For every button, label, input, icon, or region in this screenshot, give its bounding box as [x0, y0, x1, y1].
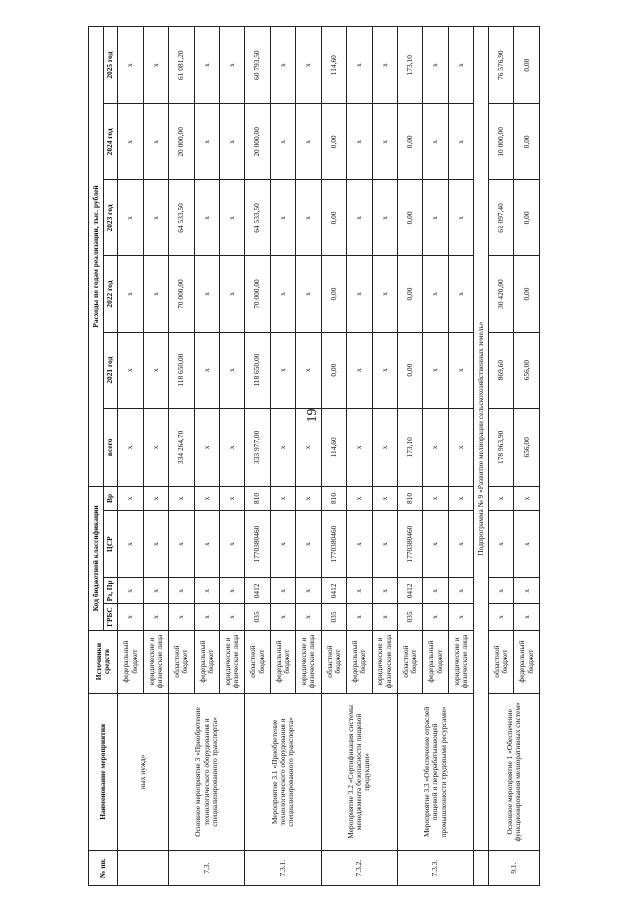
year-2025-cell: x	[296, 27, 321, 104]
year-2024-cell: x	[118, 104, 143, 180]
year-2024-cell: 0,00	[397, 104, 422, 180]
table-row	[245, 27, 270, 886]
grbs-cell: x	[347, 604, 372, 630]
grbs-cell: x	[270, 604, 295, 630]
year-2023-cell: x	[270, 180, 295, 256]
year-2025-cell: x	[448, 27, 473, 104]
vr-cell: 810	[397, 486, 422, 510]
csr-cell: 1770380460	[397, 510, 422, 577]
total-cell: x	[296, 408, 321, 486]
header-vr: Вр	[103, 486, 118, 510]
row-number	[118, 851, 169, 886]
year-2022-cell: 0,00	[397, 256, 422, 332]
year-2023-cell: x	[194, 180, 219, 256]
year-2025-cell: 114,60	[321, 27, 346, 104]
header-year-2025: 2025 год	[103, 27, 118, 104]
rzpr-cell: x	[514, 578, 540, 604]
csr-cell: x	[296, 510, 321, 577]
vr-cell: 810	[245, 486, 270, 510]
grbs-cell: x	[372, 604, 397, 630]
year-2022-cell: x	[296, 256, 321, 332]
year-2024-cell: x	[347, 104, 372, 180]
budget-table	[88, 26, 540, 886]
year-2022-cell: x	[220, 256, 245, 332]
year-2024-cell: x	[296, 104, 321, 180]
year-2021-cell: 118 650,00	[245, 332, 270, 408]
rzpr-cell: 0412	[321, 578, 346, 604]
year-2024-cell: 0,00	[514, 104, 540, 180]
year-2025-cell: 61 081,20	[169, 27, 194, 104]
vr-cell: x	[514, 486, 540, 510]
vr-cell: x	[143, 486, 168, 510]
year-2025-cell: x	[347, 27, 372, 104]
vr-cell: 810	[321, 486, 346, 510]
year-2021-cell: x	[448, 332, 473, 408]
table-row	[488, 27, 513, 886]
total-cell: 334 264,70	[169, 408, 194, 486]
rzpr-cell: x	[448, 578, 473, 604]
table-row	[321, 27, 346, 886]
year-2024-cell: x	[372, 104, 397, 180]
row-number: 7.3.	[169, 851, 245, 886]
csr-cell: x	[372, 510, 397, 577]
funding-source: юридические и физические лица	[448, 630, 473, 693]
csr-cell: x	[118, 510, 143, 577]
year-2025-cell: 0,00	[514, 27, 540, 104]
funding-source: областной бюджет	[321, 630, 346, 693]
year-2024-cell: x	[194, 104, 219, 180]
year-2021-cell: x	[296, 332, 321, 408]
rzpr-cell: x	[143, 578, 168, 604]
total-cell: x	[270, 408, 295, 486]
grbs-cell: 035	[397, 604, 422, 630]
csr-cell: x	[143, 510, 168, 577]
year-2021-cell: x	[270, 332, 295, 408]
year-2021-cell: x	[423, 332, 448, 408]
vr-cell: x	[220, 486, 245, 510]
year-2024-cell: 10 000,00	[488, 104, 513, 180]
csr-cell: x	[423, 510, 448, 577]
rzpr-cell: x	[220, 578, 245, 604]
table-frame	[88, 26, 540, 886]
year-2021-cell: 656,00	[514, 332, 540, 408]
header-grbs: ГРБС	[103, 604, 118, 630]
rotated-table-container	[88, 26, 540, 886]
year-2021-cell: x	[347, 332, 372, 408]
csr-cell: x	[194, 510, 219, 577]
total-cell: 656,00	[514, 408, 540, 486]
year-2023-cell: x	[118, 180, 143, 256]
csr-cell: 1770380460	[321, 510, 346, 577]
total-cell: x	[372, 408, 397, 486]
header-num: № пп.	[89, 851, 118, 886]
measure-name: Мероприятие 3.1 «Приобретение технологического оборудования и специализированного транспорта»	[245, 693, 321, 851]
year-2024-cell: x	[448, 104, 473, 180]
year-2024-cell: x	[270, 104, 295, 180]
grbs-cell: 035	[245, 604, 270, 630]
header-budget-code: Код бюджетной классификации	[89, 486, 104, 630]
measure-name: Основное мероприятие 1 «Обеспечение функционирования мелиоративных систем»	[488, 693, 539, 851]
vr-cell: x	[347, 486, 372, 510]
csr-cell: x	[347, 510, 372, 577]
header-expenses: Расходы по годам реализации, тыс. рублей	[89, 27, 104, 487]
year-2023-cell: 0,00	[514, 180, 540, 256]
vr-cell: x	[194, 486, 219, 510]
csr-cell: x	[448, 510, 473, 577]
grbs-cell: x	[118, 604, 143, 630]
year-2023-cell: 0,00	[321, 180, 346, 256]
rzpr-cell: 0412	[397, 578, 422, 604]
total-cell: 173,10	[397, 408, 422, 486]
header-total: всего	[103, 408, 118, 486]
year-2023-cell: x	[143, 180, 168, 256]
header-sources: Источники средств	[89, 630, 118, 693]
year-2021-cell: 0,00	[321, 332, 346, 408]
rzpr-cell: x	[296, 578, 321, 604]
measure-name: Основное мероприятие 3 «Приобретение технологического оборудования и специализированного транспорта»	[169, 693, 245, 851]
year-2023-cell: x	[448, 180, 473, 256]
year-2025-cell: x	[372, 27, 397, 104]
header-row-1	[89, 27, 104, 886]
header-year-2022: 2022 год	[103, 256, 118, 332]
rzpr-cell: x	[347, 578, 372, 604]
rzpr-cell: x	[488, 578, 513, 604]
rzpr-cell: 0412	[245, 578, 270, 604]
year-2022-cell: 30 420,00	[488, 256, 513, 332]
funding-source: областной бюджет	[397, 630, 422, 693]
year-2025-cell: 76 576,90	[488, 27, 513, 104]
year-2023-cell: x	[220, 180, 245, 256]
funding-source: областной бюджет	[169, 630, 194, 693]
funding-source: федеральный бюджет	[347, 630, 372, 693]
total-cell: x	[423, 408, 448, 486]
funding-source: юридические и физические лица	[220, 630, 245, 693]
total-cell: x	[118, 408, 143, 486]
measure-name: Мероприятие 3.3 «Обеспечение отраслей пищевой и перерабатывающей промышленности трудовыми ресурсами»	[397, 693, 473, 851]
year-2022-cell: x	[347, 256, 372, 332]
csr-cell: x	[514, 510, 540, 577]
year-2025-cell: x	[423, 27, 448, 104]
measure-name: Мероприятие 3.2 «Сертификация системы менеджмента безопасности пищевой продукции»	[321, 693, 397, 851]
year-2022-cell: x	[423, 256, 448, 332]
header-year-2023: 2023 год	[103, 180, 118, 256]
year-2021-cell: x	[118, 332, 143, 408]
year-2021-cell: x	[194, 332, 219, 408]
row-number: 7.3.3.	[397, 851, 473, 886]
year-2021-cell: x	[220, 332, 245, 408]
total-cell: 178 963,90	[488, 408, 513, 486]
header-year-2024: 2024 год	[103, 104, 118, 180]
csr-cell: x	[488, 510, 513, 577]
year-2025-cell: 173,10	[397, 27, 422, 104]
row-number: 7.3.1.	[245, 851, 321, 886]
header-rzpr: Рз, Пр	[103, 578, 118, 604]
year-2023-cell: 0,00	[397, 180, 422, 256]
table-row	[169, 27, 194, 886]
table-row	[397, 27, 422, 886]
grbs-cell: x	[514, 604, 540, 630]
year-2023-cell: 64 533,50	[169, 180, 194, 256]
year-2024-cell: x	[220, 104, 245, 180]
funding-source: федеральный бюджет	[118, 630, 143, 693]
header-csr: ЦСР	[103, 510, 118, 577]
funding-source: федеральный бюджет	[514, 630, 540, 693]
header-year-2021: 2021 год	[103, 332, 118, 408]
funding-source: федеральный бюджет	[270, 630, 295, 693]
vr-cell: x	[448, 486, 473, 510]
vr-cell: x	[372, 486, 397, 510]
csr-cell: 1770380460	[245, 510, 270, 577]
subprogram-title: Подпрограмма № 9 «Развитие мелиорации сельскохозяйственных земель»	[474, 27, 489, 851]
year-2023-cell: x	[423, 180, 448, 256]
year-2021-cell: 118 650,00	[169, 332, 194, 408]
funding-source: областной бюджет	[245, 630, 270, 693]
year-2023-cell: x	[296, 180, 321, 256]
csr-cell: x	[169, 510, 194, 577]
row-number: 7.3.2.	[321, 851, 397, 886]
year-2021-cell: 0,00	[397, 332, 422, 408]
grbs-cell: x	[194, 604, 219, 630]
page-number: 19	[305, 408, 320, 423]
year-2022-cell: x	[143, 256, 168, 332]
funding-source: юридические и физические лица	[372, 630, 397, 693]
year-2025-cell: 60 793,50	[245, 27, 270, 104]
year-2024-cell: 0,00	[321, 104, 346, 180]
rzpr-cell: x	[194, 578, 219, 604]
year-2022-cell: x	[448, 256, 473, 332]
rzpr-cell: x	[270, 578, 295, 604]
grbs-cell: x	[448, 604, 473, 630]
year-2024-cell: x	[143, 104, 168, 180]
total-cell: x	[220, 408, 245, 486]
year-2023-cell: 61 097,40	[488, 180, 513, 256]
grbs-cell: x	[488, 604, 513, 630]
subprogram-num-cell	[474, 851, 489, 886]
vr-cell: x	[270, 486, 295, 510]
year-2022-cell: 70 000,00	[169, 256, 194, 332]
grbs-cell: x	[423, 604, 448, 630]
funding-source: областной бюджет	[488, 630, 513, 693]
grbs-cell: x	[143, 604, 168, 630]
year-2025-cell: x	[270, 27, 295, 104]
total-cell: x	[448, 408, 473, 486]
header-name: Наименование мероприятия	[89, 693, 118, 851]
year-2025-cell: x	[220, 27, 245, 104]
total-cell: x	[143, 408, 168, 486]
year-2024-cell: 20 000,00	[245, 104, 270, 180]
grbs-cell: x	[296, 604, 321, 630]
year-2023-cell: x	[372, 180, 397, 256]
year-2021-cell: x	[372, 332, 397, 408]
year-2022-cell: 70 000,00	[245, 256, 270, 332]
year-2024-cell: x	[423, 104, 448, 180]
csr-cell: x	[270, 510, 295, 577]
year-2023-cell: x	[347, 180, 372, 256]
year-2025-cell: x	[194, 27, 219, 104]
total-cell: 114,60	[321, 408, 346, 486]
year-2021-cell: x	[143, 332, 168, 408]
rzpr-cell: x	[423, 578, 448, 604]
table-row	[118, 27, 143, 886]
total-cell: x	[194, 408, 219, 486]
funding-source: федеральный бюджет	[423, 630, 448, 693]
csr-cell: x	[220, 510, 245, 577]
rzpr-cell: x	[372, 578, 397, 604]
year-2025-cell: x	[118, 27, 143, 104]
year-2022-cell: 0,00	[514, 256, 540, 332]
grbs-cell: 035	[321, 604, 346, 630]
funding-source: федеральный бюджет	[194, 630, 219, 693]
rzpr-cell: x	[118, 578, 143, 604]
year-2025-cell: x	[143, 27, 168, 104]
year-2021-cell: 869,60	[488, 332, 513, 408]
year-2022-cell: x	[194, 256, 219, 332]
grbs-cell: x	[169, 604, 194, 630]
grbs-cell: x	[220, 604, 245, 630]
year-2023-cell: 64 533,50	[245, 180, 270, 256]
vr-cell: x	[423, 486, 448, 510]
funding-source: юридические и физические лица	[296, 630, 321, 693]
total-cell: 333 977,00	[245, 408, 270, 486]
subprogram-row	[474, 27, 489, 886]
year-2022-cell: x	[270, 256, 295, 332]
measure-name: ных нужд»	[118, 693, 169, 851]
year-2022-cell: x	[372, 256, 397, 332]
total-cell: x	[347, 408, 372, 486]
year-2022-cell: x	[118, 256, 143, 332]
year-2022-cell: 0,00	[321, 256, 346, 332]
rzpr-cell: x	[169, 578, 194, 604]
vr-cell: x	[296, 486, 321, 510]
row-number: 9.1.	[488, 851, 539, 886]
year-2024-cell: 20 000,00	[169, 104, 194, 180]
vr-cell: x	[488, 486, 513, 510]
vr-cell: x	[118, 486, 143, 510]
funding-source: юридические и физические лица	[143, 630, 168, 693]
vr-cell: x	[169, 486, 194, 510]
